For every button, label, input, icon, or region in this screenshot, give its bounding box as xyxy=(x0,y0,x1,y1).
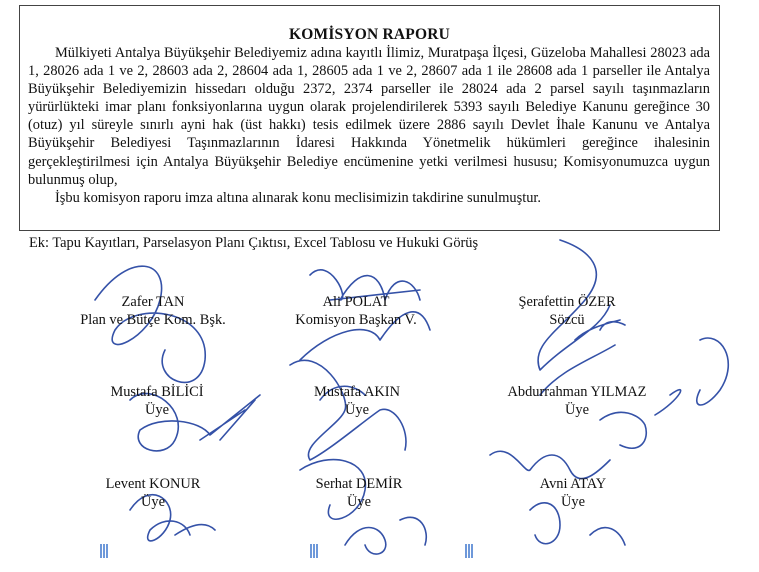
member-role: Üye xyxy=(347,494,371,510)
report-paragraph: İşbu komisyon raporu imza altına alınarak konu meclisimizin takdirine sunulmuştur. xyxy=(55,189,541,206)
member-name: Levent KONUR xyxy=(105,476,201,492)
member-role: Plan ve Bütçe Kom. Bşk. xyxy=(80,312,226,328)
member-name: Serhat DEMİR xyxy=(315,476,403,492)
member-mustafa-bilici xyxy=(92,383,222,419)
member-role: Komisyon Başkan V. xyxy=(295,312,417,328)
stamp-mark xyxy=(310,544,318,558)
attachments-line: Ek: Tapu Kayıtları, Parselasyon Planı Çıktısı, Excel Tablosu ve Hukuki Görüş xyxy=(29,235,479,251)
member-name: Ali POLAT xyxy=(322,294,390,310)
member-levent-konur xyxy=(88,475,218,511)
member-name: Avni ATAY xyxy=(539,476,607,492)
member-serhat-demir xyxy=(294,475,424,511)
member-name: Zafer TAN xyxy=(121,294,185,310)
member-abdurrahman-yilmaz xyxy=(492,383,662,419)
member-role: Üye xyxy=(141,494,165,510)
member-role: Üye xyxy=(145,402,169,418)
member-role: Üye xyxy=(565,402,589,418)
member-zafer-tan xyxy=(68,293,238,329)
member-role: Üye xyxy=(345,402,369,418)
stamp-mark xyxy=(465,544,473,558)
member-role: Sözcü xyxy=(549,312,585,328)
report-title: KOMİSYON RAPORU xyxy=(288,26,450,43)
member-role: Üye xyxy=(561,494,585,510)
member-name: Şerafettin ÖZER xyxy=(518,294,616,310)
member-mustafa-akin xyxy=(292,383,422,419)
member-name: Abdurrahman YILMAZ xyxy=(507,384,647,400)
member-avni-atay xyxy=(508,475,638,511)
member-serafettin-ozer xyxy=(492,293,642,329)
member-ali-polat xyxy=(276,293,436,329)
report-paragraph: Mülkiyeti Antalya Büyükşehir Belediyemiz adına kayıtlı İlimiz, Muratpaşa İlçesi, Güzeloba Mahallesi 28023 ada 1, 28026 ada 1 ve 2, 28603 ada 2, 28604 ada 1, 28605 ada 1 ve 2, 28607 ada 1 ile 28608 ada 1 parseller ile Antalya Büyükşehir Belediyemizin hissedarı olduğu 2372, 2374 parseller ile 28024 ada 2 parsel sayılı taşınmazların yürürlükteki imar planı fonksiyonlarına uygun olarak projelendirilerek 5393 sayılı Belediye Kanunu gereğince 30 (otuz) yıl süreyle sınırlı ayni hak (üst hakkı) tesis edilmek üzere 2886 sayılı Devlet İhale Kanunu ve Antalya Büyükşehir Belediyesi Taşınmazlarının İdaresi Hakkında Yönetmelik hükümleri gereğince ihalesinin gerçekleştirilmesi için Antalya Büyükşehir Belediye encümenine yetki verilmesi hususu; Komisyonumuzca uygun bulunmuş olup, xyxy=(28,45,710,188)
member-name: Mustafa AKIN xyxy=(314,384,400,400)
member-name: Mustafa BİLİCİ xyxy=(110,384,204,400)
stamp-mark xyxy=(100,544,108,558)
